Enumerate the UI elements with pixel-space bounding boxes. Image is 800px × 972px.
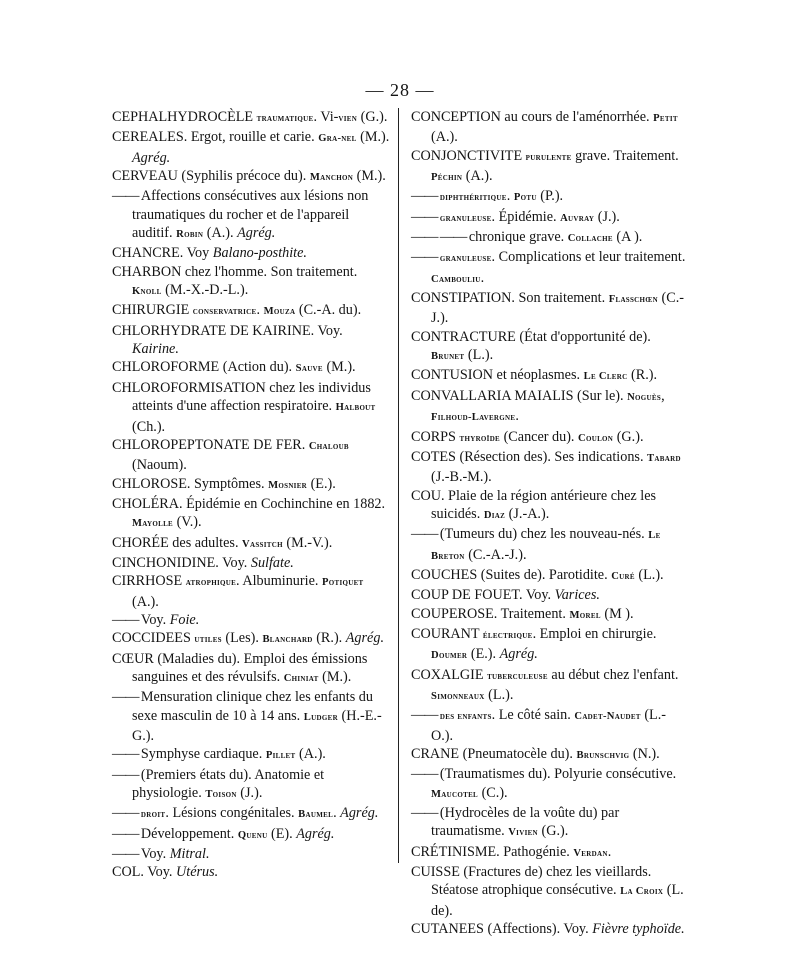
entry-text: COUP DE FOUET. Voy. — [411, 587, 555, 604]
index-entry — [411, 108, 687, 147]
entry-text: (M ). — [600, 605, 634, 622]
index-entry — [411, 228, 687, 248]
entry-text: COURANT — [411, 625, 483, 642]
entry-text: (A.). — [203, 225, 238, 242]
repeat-dash: —— — [112, 825, 141, 842]
entry-text: (J.). — [236, 785, 263, 802]
small-caps-text: Robin — [176, 229, 204, 241]
repeat-dash: —— — [411, 208, 440, 225]
small-caps-text: électrique — [482, 629, 533, 641]
index-entry — [411, 843, 687, 863]
repeat-dash: —— — [112, 689, 141, 706]
entry-text: Symphyse cardiaque. — [140, 746, 266, 763]
small-caps-text: droit — [140, 809, 166, 821]
small-caps-text: Péchin — [431, 172, 463, 184]
small-caps-text: Doumer — [431, 650, 468, 662]
repeat-dash: —— — [112, 805, 141, 822]
entry-text: CERVEAU (Syphilis précoce du). — [112, 168, 310, 185]
entry-text: . Complications et leur traitement. — [491, 249, 686, 266]
entry-text: COU. Plaie de la région antérieure chez les suicidés. — [411, 487, 657, 522]
italic-text: Fièvre typhoïde. — [592, 921, 685, 938]
index-entry — [411, 387, 687, 428]
entry-text: CUISSE (Fractures de) chez les vieillards. Stéatose atrophique consécutive. — [411, 864, 652, 899]
index-entry — [112, 187, 390, 244]
small-caps-text: Ludger — [303, 711, 338, 723]
entry-text: . — [480, 269, 485, 286]
small-caps-text: Knoll — [132, 286, 162, 298]
entry-text: CONJONCTIVITE — [411, 147, 526, 164]
entry-text: CEPHALHYDROCÈLE — [112, 109, 257, 125]
entry-text: . — [515, 408, 519, 425]
entry-text: (M.-V.). — [282, 534, 333, 551]
entry-text: Affections consécutives aux lésions non traumatiques du rocher et de l'appareil auditif. — [132, 188, 369, 242]
repeat-dash: —— — [411, 526, 440, 543]
small-caps-text: granuleuse — [439, 212, 492, 224]
small-caps-text: Baumel — [298, 809, 334, 821]
small-caps-text: Chaloub — [308, 440, 349, 452]
entry-text: CRANE (Pneumatocèle du). — [411, 746, 577, 762]
entry-text: (M.). — [318, 668, 352, 685]
entry-text: (A.). — [295, 746, 326, 763]
small-caps-text: Sauve — [295, 363, 323, 375]
entry-text: (L.). — [634, 566, 664, 583]
small-caps-text: nel — [341, 133, 357, 145]
index-entry — [112, 766, 390, 805]
index-entry — [112, 554, 390, 572]
small-caps-text: Mouza — [263, 306, 296, 318]
entry-text: (E.). — [307, 475, 336, 492]
small-caps-text: Le Breton — [431, 530, 661, 562]
italic-text: Agrég. — [296, 825, 335, 842]
small-caps-text: Diaz — [483, 509, 506, 521]
index-entry — [411, 208, 687, 228]
entry-text: . Le côté sain. — [491, 707, 575, 724]
repeat-dash: —— — [112, 766, 141, 783]
entry-text: . Vi- — [313, 109, 339, 125]
entry-text: (G.). — [357, 109, 388, 125]
entry-text: (A ). — [612, 229, 643, 246]
entry-text: COXALGIE — [411, 666, 488, 683]
entry-text: CHLOROSE. Symptômes. — [112, 475, 269, 492]
entry-text: CHLOROFORME (Action du). — [112, 359, 296, 376]
small-caps-text: Chiniat — [283, 672, 319, 684]
entry-text: (Hydrocèles de la voûte du) par traumatisme. — [431, 805, 620, 840]
small-caps-text: utiles — [194, 634, 222, 646]
entry-text: (L.). — [484, 686, 514, 703]
index-entry — [411, 605, 687, 625]
index-entry — [112, 745, 390, 765]
entry-text: CHLOROFORMISATION chez les individus atteints d'une affection respiratoire. — [112, 379, 371, 415]
entry-text: (Traumatismes du). Polyurie consécutive. — [439, 766, 677, 783]
repeat-dash: —— — [411, 188, 440, 205]
entry-text: COL. Voy. — [112, 864, 176, 881]
entry-text: (J.-B.-M.). — [431, 469, 492, 486]
index-entry — [112, 804, 390, 824]
index-entry — [112, 379, 390, 436]
entry-text: CORPS — [411, 428, 460, 445]
entry-text: Mensuration clinique chez les enfants du sexe masculin de 10 à 14 ans. — [132, 689, 373, 724]
entry-text: (L.-O.). — [431, 707, 666, 744]
entry-text: Voy. — [140, 846, 170, 863]
entry-text: CHLOROPEPTONATE DE FER. — [112, 436, 309, 453]
entry-text: (N.). — [629, 746, 660, 762]
small-caps-text: Potu — [513, 192, 537, 204]
index-entry — [411, 289, 687, 328]
entry-text: (Ch.). — [132, 418, 166, 435]
entry-text: . — [607, 843, 612, 860]
small-caps-text: purulente — [525, 151, 572, 163]
entry-text: (A.). — [431, 129, 458, 146]
index-entry — [411, 625, 687, 666]
repeat-dash: —— — [411, 805, 440, 822]
entry-text: (C.-A. du). — [295, 302, 362, 319]
small-caps-text: Simonneaux — [431, 690, 485, 702]
small-caps-text: Blanchard — [262, 634, 313, 646]
entry-text: (E). — [267, 825, 297, 842]
entry-text: . — [506, 188, 514, 205]
entry-text: (P.). — [536, 188, 564, 205]
index-entry — [112, 263, 390, 302]
index-entry — [411, 525, 687, 566]
entry-text: (G.). — [537, 823, 569, 840]
italic-text: Varices. — [554, 587, 600, 604]
small-caps-text: diphthéritique — [439, 192, 507, 204]
entry-text: , — [661, 387, 665, 404]
index-entry — [411, 248, 687, 289]
entry-text: (M.). — [353, 168, 386, 185]
small-caps-text: Tabard — [647, 452, 681, 464]
italic-text: Agrég. — [132, 149, 171, 166]
index-entry — [112, 244, 390, 262]
entry-text: (M.-X.-D.-L.). — [161, 282, 249, 299]
entry-text: (C.-J.). — [431, 290, 684, 327]
repeat-dash: —— —— — [411, 229, 469, 246]
small-caps-text: thyroïde — [459, 432, 501, 444]
small-caps-text: atrophique — [185, 577, 237, 589]
small-caps-text: traumatique — [256, 113, 314, 124]
italic-text: Kairine. — [132, 341, 179, 358]
entry-text: COCCIDEES — [112, 630, 195, 647]
repeat-dash: —— — [112, 846, 141, 863]
entry-text: (Les). — [221, 630, 263, 647]
index-entry — [411, 428, 687, 448]
entry-text: COUPEROSE. Traitement. — [411, 605, 570, 622]
small-caps-text: Coulon — [578, 432, 614, 444]
small-caps-text: Cadet-Naudet — [574, 711, 641, 723]
small-caps-text: Brunet — [431, 351, 465, 363]
index-entry — [112, 301, 390, 321]
entry-text: (H.-E.-G.). — [132, 707, 382, 744]
index-entry — [112, 358, 390, 378]
entry-text: (R.). — [627, 367, 658, 384]
entry-text: (J.-A.). — [505, 505, 550, 522]
index-entry — [411, 666, 687, 707]
index-entry — [411, 448, 687, 487]
italic-text: Agrég. — [340, 805, 379, 822]
small-caps-text: Mayolle — [132, 518, 174, 530]
small-caps-text: conservatrice — [192, 306, 257, 318]
small-caps-text: Morel — [569, 609, 601, 621]
index-entry — [411, 586, 687, 604]
entry-text: . — [333, 805, 341, 822]
small-caps-text: des enfants — [439, 711, 492, 723]
entry-text: (C.). — [478, 784, 508, 801]
index-entry — [112, 108, 390, 128]
entry-text: CONSTIPATION. Son traitement. — [411, 290, 609, 307]
index-entry — [411, 366, 687, 386]
small-caps-text: Flasschœn — [608, 294, 658, 306]
entry-text: COUCHES (Suites de). Parotidite. — [411, 566, 612, 583]
index-entry — [112, 495, 390, 534]
entry-text: (M.). — [322, 359, 356, 376]
entry-text: grave. Traitement. — [571, 147, 679, 164]
entry-text: CONVALLARIA MAIALIS (Sur le). — [411, 387, 628, 404]
entry-text: (C.-A.-J.). — [464, 546, 527, 563]
column-divider — [398, 108, 399, 863]
small-caps-text: Vassitch — [242, 538, 283, 550]
index-column-right — [411, 108, 687, 972]
entry-text: CIRRHOSE — [112, 573, 186, 590]
entry-text: au début chez l'enfant. — [547, 666, 679, 683]
small-caps-text: vien — [338, 113, 358, 124]
small-caps-text: Manchon — [309, 172, 354, 184]
italic-text: Agrég. — [237, 225, 276, 242]
index-entry — [411, 745, 687, 765]
index-entry — [411, 147, 687, 188]
index-entry — [112, 611, 390, 629]
small-caps-text: Maucotel — [431, 788, 479, 800]
page-number: — 28 — — [365, 80, 435, 100]
small-caps-text: Halbout — [335, 402, 376, 414]
entry-text: CEREALES. Ergot, rouille et carie. — [112, 129, 319, 146]
repeat-dash: —— — [112, 746, 141, 763]
index-entry — [112, 845, 390, 863]
entry-text: . Épidémie. — [491, 208, 561, 225]
small-caps-text: Pillet — [265, 750, 296, 762]
index-entry — [112, 436, 390, 475]
small-caps-text: Filhoud-Lavergne — [431, 412, 516, 424]
entry-text: . Emploi en chirurgie. — [532, 625, 657, 642]
small-caps-text: Toison — [205, 789, 237, 801]
small-caps-text: Brunschvig — [576, 750, 630, 761]
entry-text: CINCHONIDINE. Voy. — [112, 554, 251, 571]
repeat-dash: —— — [411, 707, 440, 724]
entry-text: (A.). — [462, 168, 493, 185]
entry-text: CUTANEES (Affections). Voy. — [411, 921, 593, 938]
entry-text: (Tumeurs du) chez les nouveau-nés. — [439, 526, 649, 543]
entry-text: COTES (Résection des). Ses indications. — [411, 448, 648, 465]
entry-text: (E.). — [467, 646, 500, 663]
italic-text: Utérus. — [176, 864, 219, 881]
small-caps-text: Cambouliu — [431, 273, 481, 285]
index-entry — [112, 825, 390, 845]
entry-text: (Cancer du). — [500, 428, 579, 445]
index-entry — [411, 706, 687, 745]
entry-text: . — [256, 302, 264, 319]
entry-text: Développement. — [140, 825, 238, 842]
index-entry — [112, 688, 390, 745]
entry-text: . Albuminurie. — [236, 573, 322, 590]
small-caps-text: Noguès — [627, 391, 662, 403]
index-entry — [411, 566, 687, 586]
entry-text: CONTUSION et néoplasmes. — [411, 367, 584, 384]
entry-text: CRÉTINISME. Pathogénie. — [411, 843, 574, 860]
entry-text: (G.). — [613, 428, 644, 445]
index-entry — [411, 187, 687, 207]
small-caps-text: Verdan — [573, 847, 608, 859]
entry-text: (L. de). — [431, 882, 684, 919]
small-caps-text: Mosnier — [268, 479, 308, 491]
index-entry — [411, 863, 687, 920]
entry-text: CŒUR (Maladies du). Emploi des émissions sanguines et des révulsifs. — [112, 650, 368, 685]
small-caps-text: La Croix — [620, 886, 664, 898]
entry-text: CHLORHYDRATE DE KAIRINE. Voy. — [112, 322, 343, 339]
repeat-dash: —— — [112, 188, 141, 205]
small-caps-text: Petit — [653, 113, 678, 124]
index-entry — [112, 322, 390, 359]
entry-text: CHOLÉRA. Épidémie en Cochinchine en 1882. — [112, 495, 386, 512]
index-entry — [411, 804, 687, 843]
index-entry — [411, 487, 687, 526]
entry-text: (V.). — [173, 514, 202, 531]
entry-text: (R.). — [312, 630, 346, 647]
italic-text: Foie. — [169, 611, 200, 628]
small-caps-text: granuleuse — [439, 253, 492, 265]
small-caps-text: Gra- — [318, 133, 342, 145]
index-entry — [112, 167, 390, 187]
entry-text: CHIRURGIE — [112, 302, 193, 319]
small-caps-text: Le Clerc — [583, 371, 628, 383]
entry-text: CHANCRE. Voy — [112, 245, 213, 262]
entry-text: (L.). — [464, 347, 494, 364]
entry-text: (Naoum). — [132, 457, 187, 474]
entry-text: chronique grave. — [468, 229, 568, 246]
index-entry — [112, 128, 390, 167]
index-entry — [112, 629, 390, 649]
repeat-dash: —— — [112, 611, 141, 628]
italic-text: Balano-posthite. — [212, 245, 307, 262]
index-entry — [112, 475, 390, 495]
index-entry — [112, 534, 390, 554]
italic-text: Mitral. — [169, 846, 210, 863]
small-caps-text: Vivien — [508, 827, 538, 839]
index-entry — [112, 863, 390, 881]
entry-text: CONTRACTURE (État d'opportunité de). — [411, 328, 651, 345]
small-caps-text: Collache — [567, 233, 613, 245]
index-column-left — [112, 108, 390, 972]
entry-text: Voy. — [140, 611, 170, 628]
index-entry — [411, 920, 687, 938]
small-caps-text: Potiquet — [321, 577, 364, 589]
repeat-dash: —— — [411, 766, 440, 783]
index-entry — [112, 572, 390, 611]
entry-text: . Lésions congénitales. — [165, 805, 299, 822]
small-caps-text: Curé — [611, 570, 635, 582]
entry-text: (J.). — [594, 208, 620, 225]
index-entry — [112, 650, 390, 689]
index-entry — [411, 765, 687, 804]
index-entry — [411, 328, 687, 367]
entry-text: (Premiers états du). Anatomie et physiologie. — [132, 766, 325, 802]
small-caps-text: Auvray — [560, 212, 595, 224]
repeat-dash: —— — [411, 249, 440, 266]
italic-text: Agrég. — [499, 646, 538, 663]
entry-text: (M.). — [356, 129, 390, 146]
entry-text: CHORÉE des adultes. — [112, 534, 243, 551]
italic-text: Agrég. — [345, 630, 384, 647]
small-caps-text: Quenu — [237, 829, 268, 841]
entry-text: CONCEPTION au cours de l'aménorrhée. — [411, 109, 654, 125]
small-caps-text: tuberculeuse — [487, 670, 548, 682]
italic-text: Sulfate. — [250, 554, 294, 571]
entry-text: CHARBON chez l'homme. Son traitement. — [112, 263, 358, 280]
entry-text: (A.). — [132, 593, 159, 610]
